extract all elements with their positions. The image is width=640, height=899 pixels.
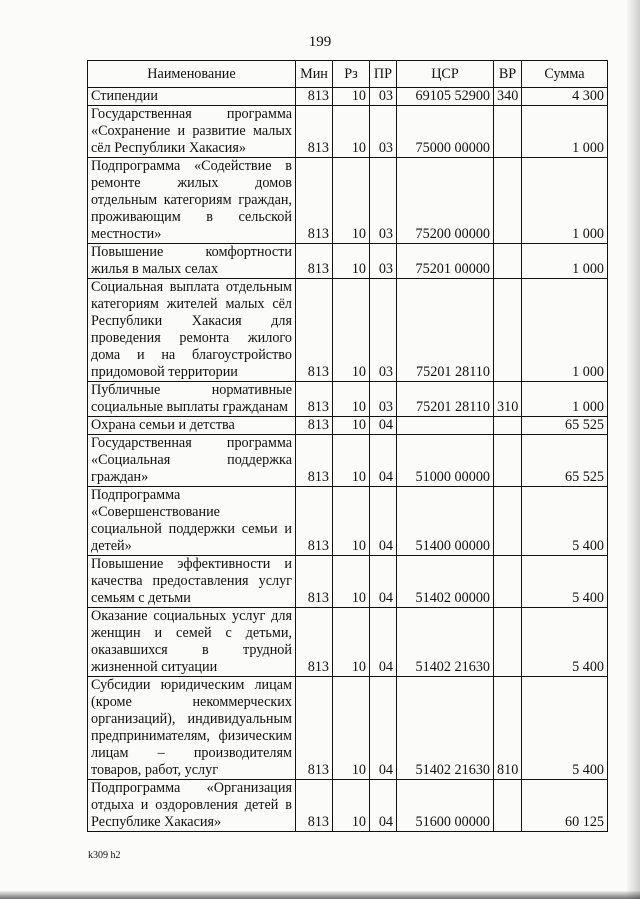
cell-pr: 04 [370, 435, 397, 487]
cell-rz: 10 [333, 88, 370, 106]
cell-csr: 75201 00000 [397, 244, 494, 279]
cell-name: Государственная программа «Социальная поддержка граждан» [88, 435, 296, 487]
cell-name: Субсидии юридическим лицам (кроме некоммерческих организаций), индивидуальным предпринимателям, физическим лицам – производителям товаров, работ, услуг [88, 677, 296, 780]
cell-name: Охрана семьи и детства [88, 417, 296, 435]
scan-bottom-edge [0, 891, 640, 899]
cell-name: Публичные нормативные социальные выплаты гражданам [88, 382, 296, 417]
cell-name: Повышение комфортности жилья в малых селах [88, 244, 296, 279]
cell-min: 813 [296, 417, 333, 435]
cell-name: Социальная выплата отдельным категориям жителей малых сёл Республики Хакасия для проведения ремонта жилого дома и на благоустройство придомовой территории [88, 279, 296, 382]
cell-csr: 75000 00000 [397, 106, 494, 158]
cell-rz: 10 [333, 158, 370, 244]
cell-csr: 51402 21630 [397, 677, 494, 780]
cell-pr: 04 [370, 608, 397, 677]
cell-vr [494, 487, 522, 556]
cell-pr: 03 [370, 244, 397, 279]
table-row [88, 244, 608, 279]
cell-sum: 5 400 [522, 608, 608, 677]
cell-rz: 10 [333, 382, 370, 417]
cell-sum: 5 400 [522, 487, 608, 556]
table-row [88, 158, 608, 244]
cell-min: 813 [296, 158, 333, 244]
cell-min: 813 [296, 487, 333, 556]
header-row [88, 61, 608, 88]
col-header-csr: ЦСР [397, 61, 494, 88]
table-row [88, 88, 608, 106]
cell-name: Подпрограмма «Совершенствование социальной поддержки семьи и детей» [88, 487, 296, 556]
cell-pr: 04 [370, 417, 397, 435]
cell-min: 813 [296, 556, 333, 608]
table-row [88, 780, 608, 832]
cell-min: 813 [296, 88, 333, 106]
cell-pr: 03 [370, 382, 397, 417]
cell-vr: 310 [494, 382, 522, 417]
cell-vr [494, 556, 522, 608]
table-row [88, 106, 608, 158]
cell-vr [494, 158, 522, 244]
cell-min: 813 [296, 435, 333, 487]
cell-csr: 75200 00000 [397, 158, 494, 244]
cell-min: 813 [296, 677, 333, 780]
table-row [88, 556, 608, 608]
cell-sum: 1 000 [522, 382, 608, 417]
cell-vr: 810 [494, 677, 522, 780]
cell-rz: 10 [333, 435, 370, 487]
cell-vr [494, 244, 522, 279]
cell-pr: 03 [370, 279, 397, 382]
footer-code: k309 h2 [88, 850, 121, 861]
cell-vr [494, 417, 522, 435]
cell-sum: 5 400 [522, 556, 608, 608]
col-header-min: Мин [296, 61, 333, 88]
cell-min: 813 [296, 244, 333, 279]
cell-csr: 75201 28110 [397, 382, 494, 417]
cell-vr [494, 279, 522, 382]
cell-min: 813 [296, 279, 333, 382]
cell-min: 813 [296, 106, 333, 158]
table-row [88, 677, 608, 780]
table-row [88, 608, 608, 677]
cell-vr [494, 780, 522, 832]
cell-rz: 10 [333, 677, 370, 780]
cell-sum: 65 525 [522, 435, 608, 487]
cell-name: Подпрограмма «Содействие в ремонте жилых домов отдельным категориям граждан, проживающим в сельской местности» [88, 158, 296, 244]
cell-csr: 75201 28110 [397, 279, 494, 382]
cell-min: 813 [296, 780, 333, 832]
cell-csr: 51402 21630 [397, 608, 494, 677]
cell-name: Стипендии [88, 88, 296, 106]
cell-pr: 03 [370, 106, 397, 158]
table-row [88, 279, 608, 382]
cell-rz: 10 [333, 487, 370, 556]
page-number: 199 [308, 34, 332, 50]
cell-name: Подпрограмма «Организация отдыха и оздоровления детей в Республике Хакасия» [88, 780, 296, 832]
col-header-sum: Сумма [522, 61, 608, 88]
cell-sum: 1 000 [522, 279, 608, 382]
table-row [88, 417, 608, 435]
cell-min: 813 [296, 382, 333, 417]
cell-vr: 340 [494, 88, 522, 106]
cell-name: Оказание социальных услуг для женщин и семей с детьми, оказавшихся в трудной жизненной ситуации [88, 608, 296, 677]
cell-sum: 4 300 [522, 88, 608, 106]
cell-csr: 51400 00000 [397, 487, 494, 556]
cell-pr: 03 [370, 158, 397, 244]
cell-csr [397, 417, 494, 435]
table-row [88, 487, 608, 556]
cell-rz: 10 [333, 556, 370, 608]
cell-pr: 04 [370, 677, 397, 780]
cell-csr: 51600 00000 [397, 780, 494, 832]
table-row [88, 435, 608, 487]
cell-rz: 10 [333, 780, 370, 832]
cell-rz: 10 [333, 608, 370, 677]
table-row [88, 382, 608, 417]
cell-pr: 03 [370, 88, 397, 106]
cell-min: 813 [296, 608, 333, 677]
cell-pr: 04 [370, 487, 397, 556]
cell-vr [494, 608, 522, 677]
cell-sum: 1 000 [522, 244, 608, 279]
cell-rz: 10 [333, 417, 370, 435]
cell-vr [494, 435, 522, 487]
cell-sum: 5 400 [522, 677, 608, 780]
cell-csr: 51000 00000 [397, 435, 494, 487]
cell-sum: 1 000 [522, 106, 608, 158]
budget-table [87, 60, 608, 832]
col-header-vr: ВР [494, 61, 522, 88]
col-header-name: Наименование [88, 61, 296, 88]
cell-name: Повышение эффективности и качества предоставления услуг семьям с детьми [88, 556, 296, 608]
scan-edge-shadow [626, 0, 640, 899]
cell-csr: 69105 52900 [397, 88, 494, 106]
cell-pr: 04 [370, 780, 397, 832]
cell-sum: 1 000 [522, 158, 608, 244]
cell-vr [494, 106, 522, 158]
cell-sum: 65 525 [522, 417, 608, 435]
cell-rz: 10 [333, 244, 370, 279]
col-header-pr: ПР [370, 61, 397, 88]
col-header-rz: Рз [333, 61, 370, 88]
cell-sum: 60 125 [522, 780, 608, 832]
cell-rz: 10 [333, 106, 370, 158]
cell-name: Государственная программа «Сохранение и развитие малых сёл Республики Хакасия» [88, 106, 296, 158]
cell-pr: 04 [370, 556, 397, 608]
cell-csr: 51402 00000 [397, 556, 494, 608]
cell-rz: 10 [333, 279, 370, 382]
